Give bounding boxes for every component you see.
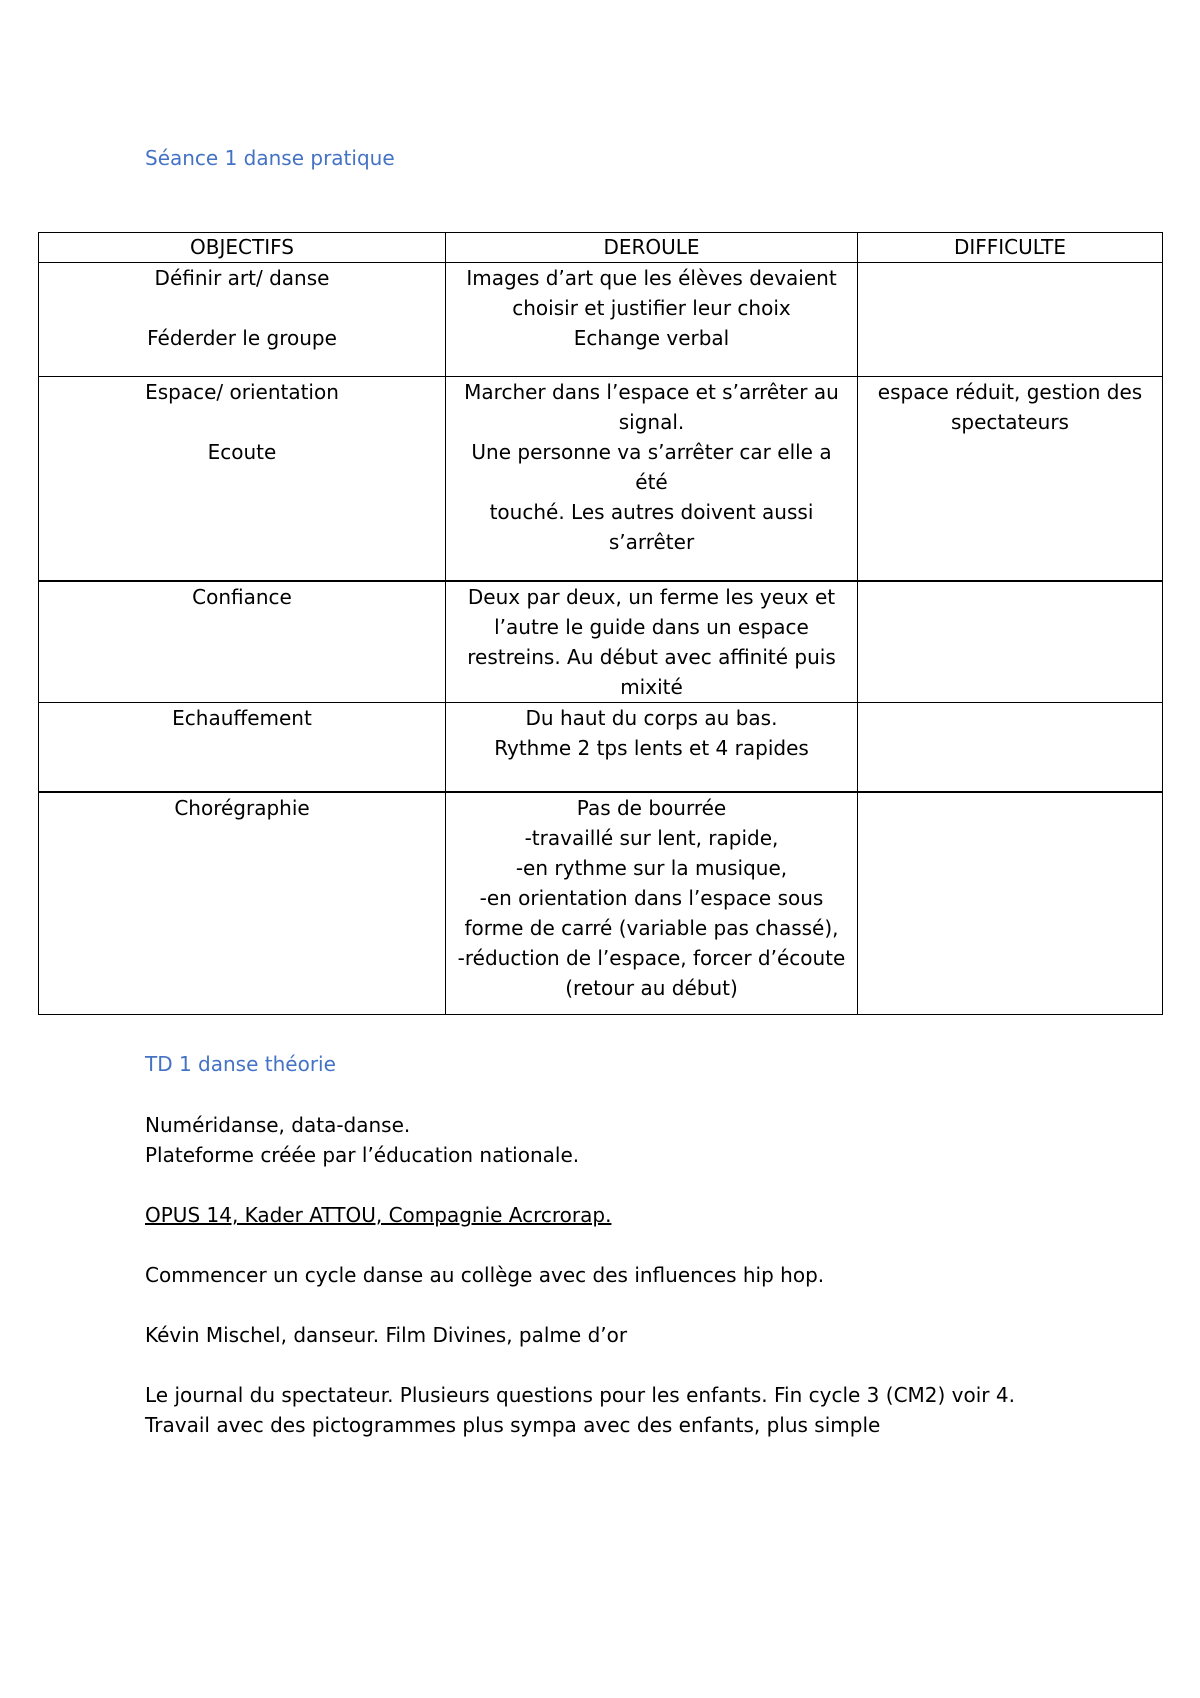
header-difficulte: DIFFICULTE xyxy=(858,233,1163,263)
header-objectifs: OBJECTIFS xyxy=(39,233,446,263)
cell-objectifs xyxy=(39,263,446,377)
cell-objectifs xyxy=(39,792,446,1014)
seance-title: Séance 1 danse pratique xyxy=(145,146,395,170)
cell-line: l’autre le guide dans un espace xyxy=(494,614,809,639)
cell-difficulte xyxy=(858,581,1163,703)
cell-line: restreins. Au début avec affinité puis xyxy=(467,644,836,669)
cell-line: Confiance xyxy=(192,584,292,609)
seance-table xyxy=(38,232,1163,1015)
cell-line: Ecoute xyxy=(207,440,277,464)
cell-deroule xyxy=(446,263,858,377)
table-header-row xyxy=(39,233,1163,263)
td-notes xyxy=(145,1110,1145,1440)
cell-line: Echange verbal xyxy=(573,326,730,350)
table-row xyxy=(39,581,1163,703)
cell-line: Deux par deux, un ferme les yeux et xyxy=(467,584,836,609)
table-row xyxy=(39,702,1163,792)
cell-difficulte xyxy=(858,792,1163,1014)
cell-deroule xyxy=(446,702,858,792)
cell-line: Du haut du corps au bas. xyxy=(525,705,778,730)
cell-difficulte xyxy=(858,377,1163,581)
cell-line: Chorégraphie xyxy=(174,796,310,820)
note-line: Commencer un cycle danse au collège avec des influences hip hop. xyxy=(145,1263,825,1287)
header-deroule: DEROULE xyxy=(446,233,858,263)
cell-line: Images d’art que les élèves devaient xyxy=(466,266,837,290)
cell-line: -en orientation dans l’espace sous xyxy=(479,886,824,910)
cell-line: s’arrêter xyxy=(608,530,695,554)
cell-line: mixité xyxy=(620,674,683,699)
note-line: Plateforme créée par l’éducation nationale. xyxy=(145,1143,580,1167)
cell-line: touché. Les autres doivent aussi xyxy=(489,500,814,524)
cell-line: Définir art/ danse xyxy=(154,266,330,290)
cell-line: Une personne va s’arrêter car elle a été xyxy=(471,440,832,494)
cell-line: Espace/ orientation xyxy=(145,380,339,404)
cell-difficulte xyxy=(858,263,1163,377)
cell-line: (retour au début) xyxy=(565,976,738,1000)
table-row xyxy=(39,792,1163,1014)
cell-deroule xyxy=(446,581,858,703)
cell-line: Marcher dans l’espace et s’arrêter au xyxy=(464,380,839,404)
cell-deroule xyxy=(446,792,858,1014)
note-line: Travail avec des pictogrammes plus sympa avec des enfants, plus simple xyxy=(145,1413,881,1437)
cell-line: choisir et justifier leur choix xyxy=(512,296,791,320)
cell-line: -travaillé sur lent, rapide, xyxy=(524,826,779,850)
cell-deroule xyxy=(446,377,858,581)
cell-line: Pas de bourrée xyxy=(576,796,727,820)
cell-objectifs xyxy=(39,377,446,581)
cell-difficulte xyxy=(858,702,1163,792)
cell-line: Echauffement xyxy=(172,705,312,730)
cell-line: Rythme 2 tps lents et 4 rapides xyxy=(494,735,809,760)
td-title: TD 1 danse théorie xyxy=(145,1052,336,1076)
note-line-underlined: OPUS 14, Kader ATTOU, Compagnie Acrcrorap. xyxy=(145,1203,612,1227)
cell-line: spectateurs xyxy=(951,410,1069,434)
table-row xyxy=(39,263,1163,377)
cell-line: espace réduit, gestion des xyxy=(877,380,1143,404)
note-line: Numéridanse, data-danse. xyxy=(145,1113,411,1137)
cell-line: forme de carré (variable pas chassé), xyxy=(464,916,839,940)
note-line: Le journal du spectateur. Plusieurs questions pour les enfants. Fin cycle 3 (CM2) voir 4. xyxy=(145,1383,1015,1407)
cell-line: Féderder le groupe xyxy=(147,326,337,350)
cell-line: signal. xyxy=(618,410,685,434)
note-line: Kévin Mischel, danseur. Film Divines, palme d’or xyxy=(145,1323,628,1347)
table-row xyxy=(39,377,1163,581)
cell-objectifs xyxy=(39,581,446,703)
cell-line: -réduction de l’espace, forcer d’écoute xyxy=(457,946,846,970)
cell-objectifs xyxy=(39,702,446,792)
cell-line: -en rythme sur la musique, xyxy=(515,856,788,880)
